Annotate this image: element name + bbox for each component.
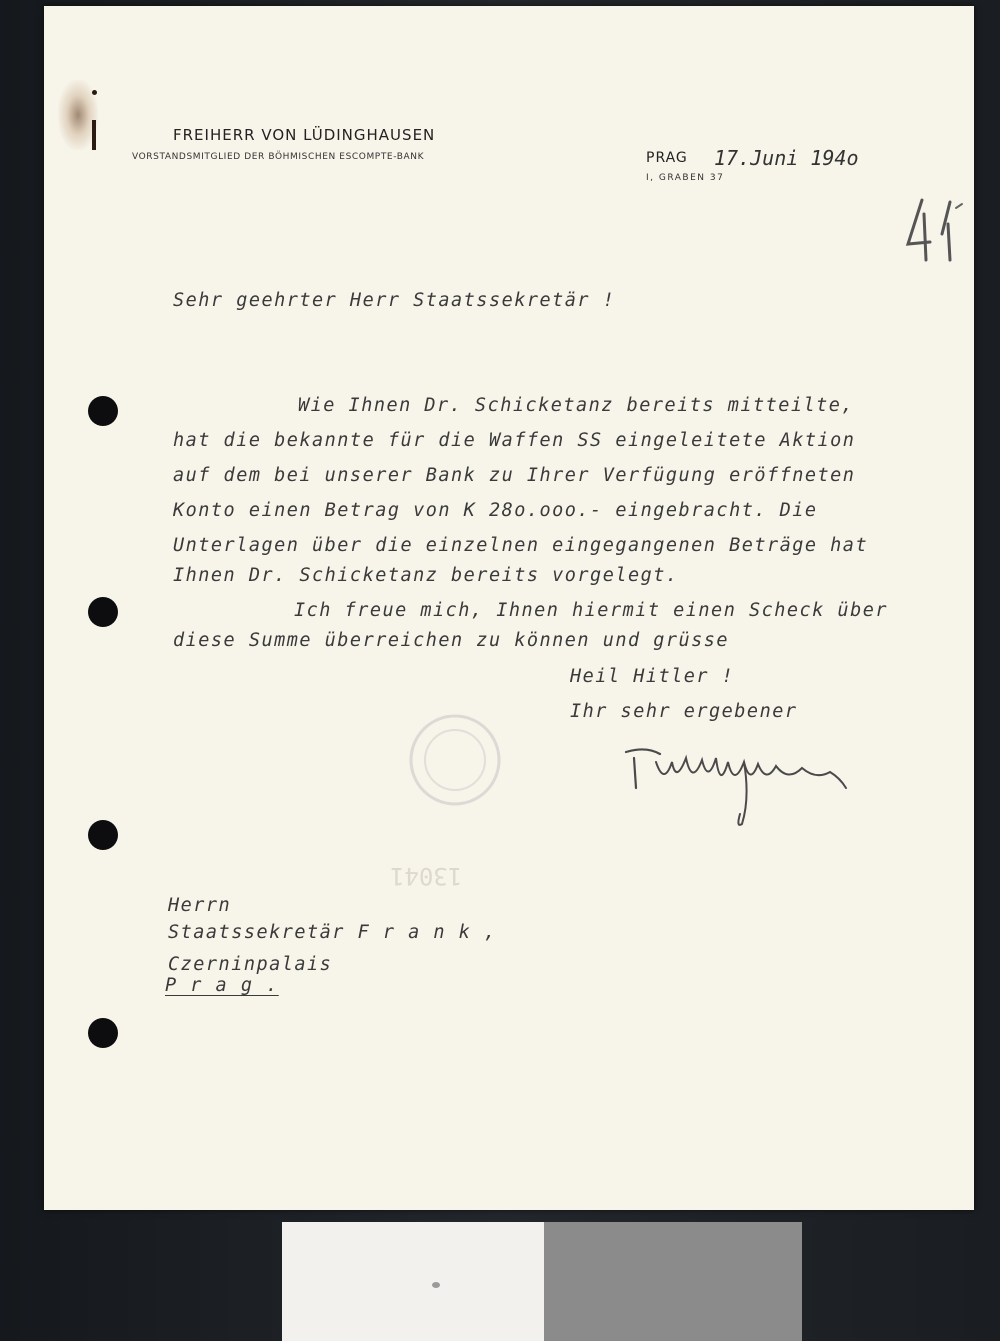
letterhead-address: I, GRABEN 37 <box>646 173 725 183</box>
body-line: hat die bekannte für die Waffen SS eingeleitete Aktion <box>173 430 856 451</box>
folio-number-handwritten <box>900 194 968 266</box>
body-line: auf dem bei unserer Bank zu Ihrer Verfügung eröffneten <box>173 465 856 486</box>
punch-hole <box>88 1018 118 1048</box>
punch-hole <box>88 597 118 627</box>
letterhead-subtitle: VORSTANDSMITGLIED DER BÖHMISCHEN ESCOMPTE-BANK <box>132 152 425 162</box>
burn-dot <box>92 90 97 95</box>
faint-number: 13041 <box>390 862 463 890</box>
recipient-line: Herrn <box>168 895 232 916</box>
recipient-line: Staatssekretär F r a n k , <box>168 922 497 943</box>
closing-greeting: Heil Hitler ! <box>570 666 735 687</box>
punch-hole <box>88 820 118 850</box>
body-line: Unterlagen über die einzelnen eingegangenen Beträge hat <box>173 535 869 556</box>
body-line: diese Summe überreichen zu können und grüsse <box>173 630 730 651</box>
closing-valediction: Ihr sehr ergebener <box>570 701 798 722</box>
burn-mark <box>92 120 96 150</box>
body-line: Wie Ihnen Dr. Schicketanz bereits mitteilte, <box>298 395 855 416</box>
letterhead-city: PRAG <box>646 150 688 166</box>
letterhead-name: FREIHERR VON LÜDINGHAUSEN <box>173 126 436 144</box>
punch-hole <box>88 396 118 426</box>
color-calibration-strip <box>282 1222 802 1341</box>
calibration-speck <box>432 1282 440 1288</box>
calibration-white-patch <box>282 1222 544 1341</box>
faded-stamp <box>395 710 515 810</box>
handwritten-signature <box>616 728 856 828</box>
body-line: Ich freue mich, Ihnen hiermit einen Scheck über <box>294 600 888 621</box>
recipient-city: P r a g . <box>165 975 279 996</box>
letter-date: 17.Juni 194o <box>714 146 859 170</box>
body-line: Konto einen Betrag von K 28o.ooo.- eingebracht. Die <box>173 500 818 521</box>
recipient-line: Czerninpalais <box>168 954 333 975</box>
body-line: Ihnen Dr. Schicketanz bereits vorgelegt. <box>173 565 679 586</box>
calibration-gray-patch <box>544 1222 802 1341</box>
salutation: Sehr geehrter Herr Staatssekretär ! <box>173 290 616 311</box>
